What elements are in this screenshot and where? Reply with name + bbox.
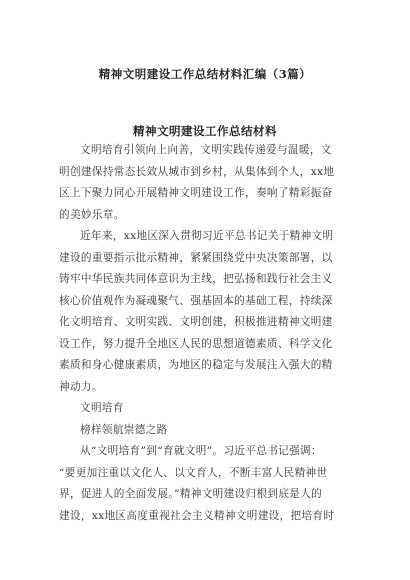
- document-title: 精神文明建设工作总结材料汇编（3篇）: [98, 67, 312, 81]
- paragraph-line: 建设，xx地区高度重视社会主义精神文明建设，把培育时: [59, 509, 335, 522]
- paragraph-line: 素质和身心健康素质，为地区的稳定与发展注入强大的精: [59, 359, 333, 371]
- paragraph-line: 界，促进人的全面发展。”精神文明建设归根到底是人的: [59, 488, 323, 500]
- paragraph-line: 近年来，xx地区深入贯彻习近平总书记关于精神文明: [80, 230, 334, 242]
- paragraph-line: 明创建保持常态长效从城市到乡村，从集体到个人，xx地: [59, 165, 335, 178]
- paragraph-line: 从“文明培育”到“育就文明”。习近平总书记强调：: [80, 445, 322, 457]
- paragraph-line: 区上下聚力同心开展精神文明建设工作，奏响了精彩振奋: [59, 187, 333, 199]
- subheading-bangyang: 榜样领航崇德之路: [80, 423, 168, 436]
- paragraph-line: 铸牢中华民族共同体意识为主线，把弘扬和践行社会主义: [59, 273, 333, 285]
- paragraph-line: 化文明培育、文明实践、文明创建，积极推进精神文明建: [59, 316, 333, 328]
- paragraph-line: 核心价值观作为凝魂聚气、强基固本的基础工程，持续深: [59, 294, 333, 307]
- paragraph-line: “要更加注重以文化人、以文育人，不断丰富人民精神世: [59, 466, 328, 479]
- section-title: 精神文明建设工作总结材料: [133, 124, 277, 138]
- paragraph-line: 建设的重要指示批示精神，紧紧围绕党中央决策部署，以: [59, 251, 333, 264]
- document-body: [59, 140, 359, 527]
- paragraph-line: 设工作，努力提升全地区人民的思想道德素质、科学文化: [59, 337, 333, 350]
- paragraph-line: 的美妙乐章。: [59, 208, 125, 221]
- paragraph-line: 神动力。: [59, 380, 103, 393]
- subheading-wenming-peiyu: 文明培育: [80, 402, 124, 414]
- paragraph-line: 文明培育引领向上向善，文明实践传递爱与温暖，文: [80, 144, 332, 156]
